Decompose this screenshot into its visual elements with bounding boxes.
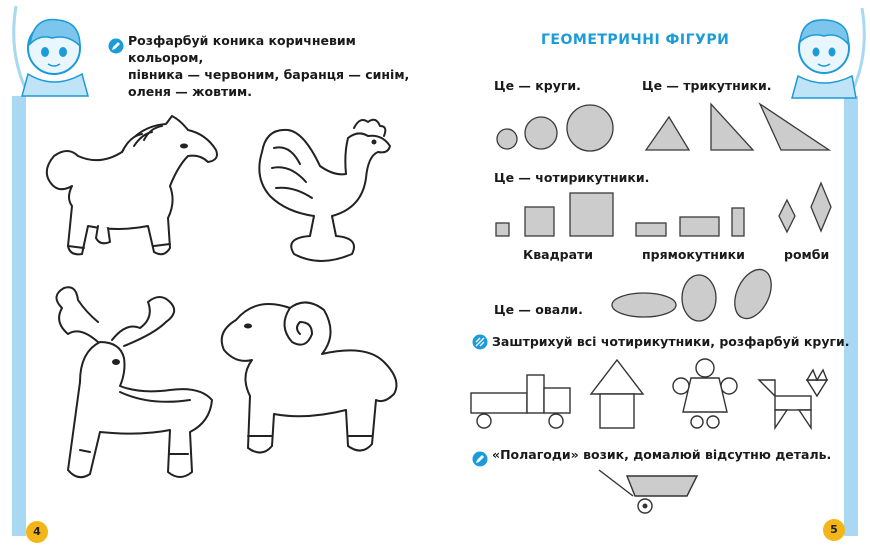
task-repair-cart-instructions: «Полагоди» возик, домалюй відсутню деталь. — [492, 447, 832, 462]
task-coloring-instructions — [128, 32, 428, 100]
label-rhombuses: ромби — [784, 247, 830, 262]
cart-figure — [595, 466, 705, 522]
left-side-stripe — [12, 96, 26, 536]
robot-figure — [673, 359, 737, 428]
label-circles: Це — круги. — [494, 78, 581, 93]
horse-figure — [38, 106, 223, 264]
label-quadrilaterals: Це — чотирикутники. — [494, 170, 650, 185]
page-number-right: 5 — [823, 519, 845, 541]
label-triangles: Це — трикутники. — [642, 78, 772, 93]
pencil-icon — [108, 38, 124, 54]
cat-figure — [759, 370, 827, 428]
page-number-left: 4 — [26, 521, 48, 543]
truck-figure — [471, 375, 570, 428]
task-hatch-instructions: Заштрихуй всі чотирикутники, розфарбуй круги. — [492, 334, 850, 349]
task-line-3: оленя — жовтим. — [128, 84, 252, 99]
house-figure — [591, 360, 643, 428]
deer-figure — [40, 282, 225, 492]
pencil-icon — [472, 451, 488, 467]
page-title: ГЕОМЕТРИЧНІ ФІГУРИ — [541, 32, 730, 48]
label-squares: Квадрати — [523, 247, 594, 262]
label-rectangles: прямокутники — [642, 247, 745, 262]
task-line-2: півника — червоним, баранця — синім, — [128, 67, 410, 82]
task-line-1: Розфарбуй коника коричневим кольором, — [128, 33, 356, 65]
girl-mascot-icon — [8, 4, 98, 98]
ram-figure — [206, 286, 411, 464]
rooster-figure — [250, 108, 400, 268]
right-page — [435, 0, 870, 554]
label-ovals: Це — овали. — [494, 302, 583, 317]
